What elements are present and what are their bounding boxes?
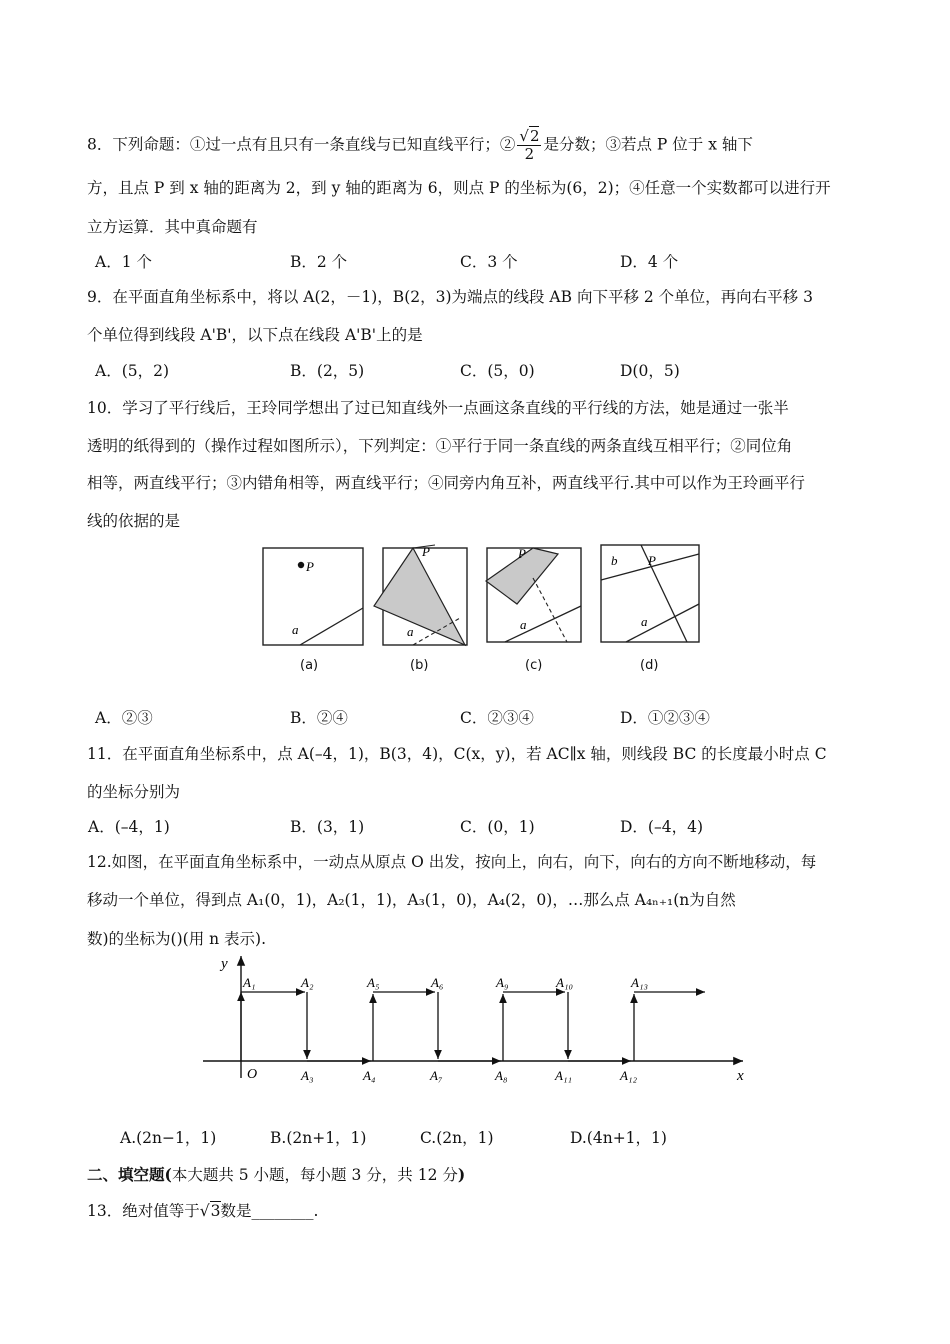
q12-coordinate-figure — [195, 950, 760, 1085]
q8-text-part2: 是分数；③若点 P 位于 x 轴下 — [543, 135, 753, 154]
label-a7: A₇ — [430, 1068, 443, 1083]
origin-label: O — [247, 1067, 258, 1082]
q12-line3: 数)的坐标为()(用 n 表示). — [87, 930, 266, 948]
figure-b — [374, 544, 467, 645]
figure-d — [601, 545, 699, 642]
section2-heading — [87, 1164, 465, 1186]
figure-caption-d: (d) — [640, 658, 659, 673]
fig-a-label-p: P — [306, 559, 314, 574]
fig-d-label-b: b — [611, 553, 618, 568]
label-a12: A₁₂ — [620, 1068, 637, 1083]
fig-d-label-a: a — [641, 614, 648, 629]
q11-option-a: A．(–4，1) — [88, 818, 170, 836]
label-a5: A₅ — [367, 975, 380, 990]
q10-option-a: A．②③ — [95, 709, 153, 727]
q8-option-c: C．3 个 — [460, 253, 518, 271]
figure-c — [486, 546, 581, 642]
point-p-dot — [298, 562, 304, 568]
q9-option-a: A．(5，2) — [95, 362, 170, 380]
q13-line — [87, 1200, 318, 1222]
movement-path — [241, 992, 705, 1061]
section2-detail: 本大题共 5 小题，每小题 3 分，共 12 分 — [171, 1166, 458, 1184]
q8-line1 — [87, 128, 753, 163]
figure-caption-c: (c) — [525, 658, 543, 673]
q13-prefix: 13．绝对值等于 — [87, 1202, 200, 1220]
fig-c-label-p: P — [518, 546, 526, 561]
q11-option-c: C．(0，1) — [460, 818, 535, 836]
q8-frac-den: 2 — [524, 145, 535, 163]
fig-d-label-p: P — [648, 553, 656, 568]
q13-suffix: 数是________. — [220, 1202, 319, 1220]
q12-option-a: A.(2n−1，1) — [120, 1129, 217, 1147]
q12-option-d: D.(4n+1，1) — [570, 1129, 667, 1147]
label-a6: A₆ — [431, 975, 444, 990]
label-a11: A₁₁ — [555, 1068, 572, 1083]
fig-b-label-a: a — [407, 624, 414, 639]
q10-line2: 透明的纸得到的（操作过程如图所示），下列判定：①平行于同一条直线的两条直线互相平行；②同位角 — [87, 437, 793, 455]
label-a3: A₃ — [301, 1068, 314, 1083]
q12-option-c: C.(2n，1) — [420, 1129, 494, 1147]
q8-line3: 立方运算．其中真命题有 — [87, 218, 258, 236]
q13-sqrt-symbol: √ — [199, 1202, 210, 1220]
label-a4: A₄ — [363, 1068, 376, 1083]
x-axis-label: x — [737, 1068, 744, 1084]
q9-option-d: D(0，5) — [620, 362, 680, 380]
q9-line2: 个单位得到线段 A'B'，以下点在线段 A'B'上的是 — [87, 326, 423, 344]
q10-line1: 10．学习了平行线后，王玲同学想出了过已知直线外一点画这条直线的平行线的方法，她是通过一张半 — [87, 399, 789, 417]
fig-c-label-a: a — [520, 617, 527, 632]
q13-radicand: 3 — [210, 1202, 221, 1220]
figure-caption-b: (b) — [410, 658, 429, 673]
q11-option-b: B．(3，1) — [290, 818, 365, 836]
q10-line3: 相等，两直线平行；③内错角相等，两直线平行；④同旁内角互补，两直线平行.其中可以作为王玲画平行 — [87, 474, 805, 492]
q11-line1: 11．在平面直角坐标系中，点 A(–4，1)，B(3，4)，C(x，y)，若 AC∥x 轴，则线段 BC 的长度最小时点 C — [87, 745, 827, 763]
label-a8: A₈ — [495, 1068, 508, 1083]
q10-option-d: D．①②③④ — [620, 709, 710, 727]
section2-title: 二、填空题( — [87, 1165, 172, 1184]
q10-option-b: B．②④ — [290, 709, 348, 727]
label-a9: A₉ — [496, 975, 509, 990]
q9-option-b: B．(2，5) — [290, 362, 365, 380]
q8-option-d: D．4 个 — [620, 253, 679, 271]
q12-option-b: B.(2n+1，1) — [270, 1129, 367, 1147]
q12-line2: 移动一个单位，得到点 A₁(0，1)，A₂(1，1)，A₃(1，0)，A₄(2，0)，…那么点 A₄ₙ₊₁(n为自然 — [87, 891, 736, 909]
label-a13: A₁₃ — [631, 975, 648, 990]
q8-frac-num: 2 — [529, 127, 540, 145]
label-a2: A₂ — [301, 975, 314, 990]
q10-option-c: C．②③④ — [460, 709, 534, 727]
q8-line2: 方，且点 P 到 x 轴的距离为 2，到 y 轴的距离为 6，则点 P 的坐标为(6，2)；④任意一个实数都可以进行开 — [87, 179, 831, 197]
q12-line1: 12.如图，在平面直角坐标系中，一动点从原点 O 出发，按向上，向右，向下，向右的方向不断地移动，每 — [87, 853, 817, 871]
figure-a — [263, 548, 363, 645]
fig-a-label-a: a — [292, 622, 299, 637]
q11-line2: 的坐标分别为 — [87, 783, 181, 801]
q10-line4: 线的依据的是 — [87, 512, 181, 530]
q8-option-a: A．1 个 — [95, 253, 152, 271]
q9-option-c: C．(5，0) — [460, 362, 535, 380]
q11-option-d: D．(–4，4) — [620, 818, 703, 836]
q8-option-b: B．2 个 — [290, 253, 348, 271]
q9-line1: 9．在平面直角坐标系中，将以 A(2，－1)，B(2，3)为端点的线段 AB 向下平移 2 个单位，再向右平移 3 — [87, 288, 813, 306]
fig-b-label-p: P — [422, 544, 430, 559]
label-a1: A₁ — [243, 975, 256, 990]
section2-close: ) — [457, 1165, 466, 1184]
q8-fraction: $\frac{√2}{2}$ — [519, 127, 540, 163]
label-a10: A₁₀ — [556, 975, 573, 990]
y-axis-label: y — [221, 956, 228, 972]
q8-text-part1: 8．下列命题：①过一点有且只有一条直线与已知直线平行；② — [87, 135, 516, 154]
q10-figure — [255, 540, 705, 675]
figure-caption-a: (a) — [300, 658, 319, 673]
